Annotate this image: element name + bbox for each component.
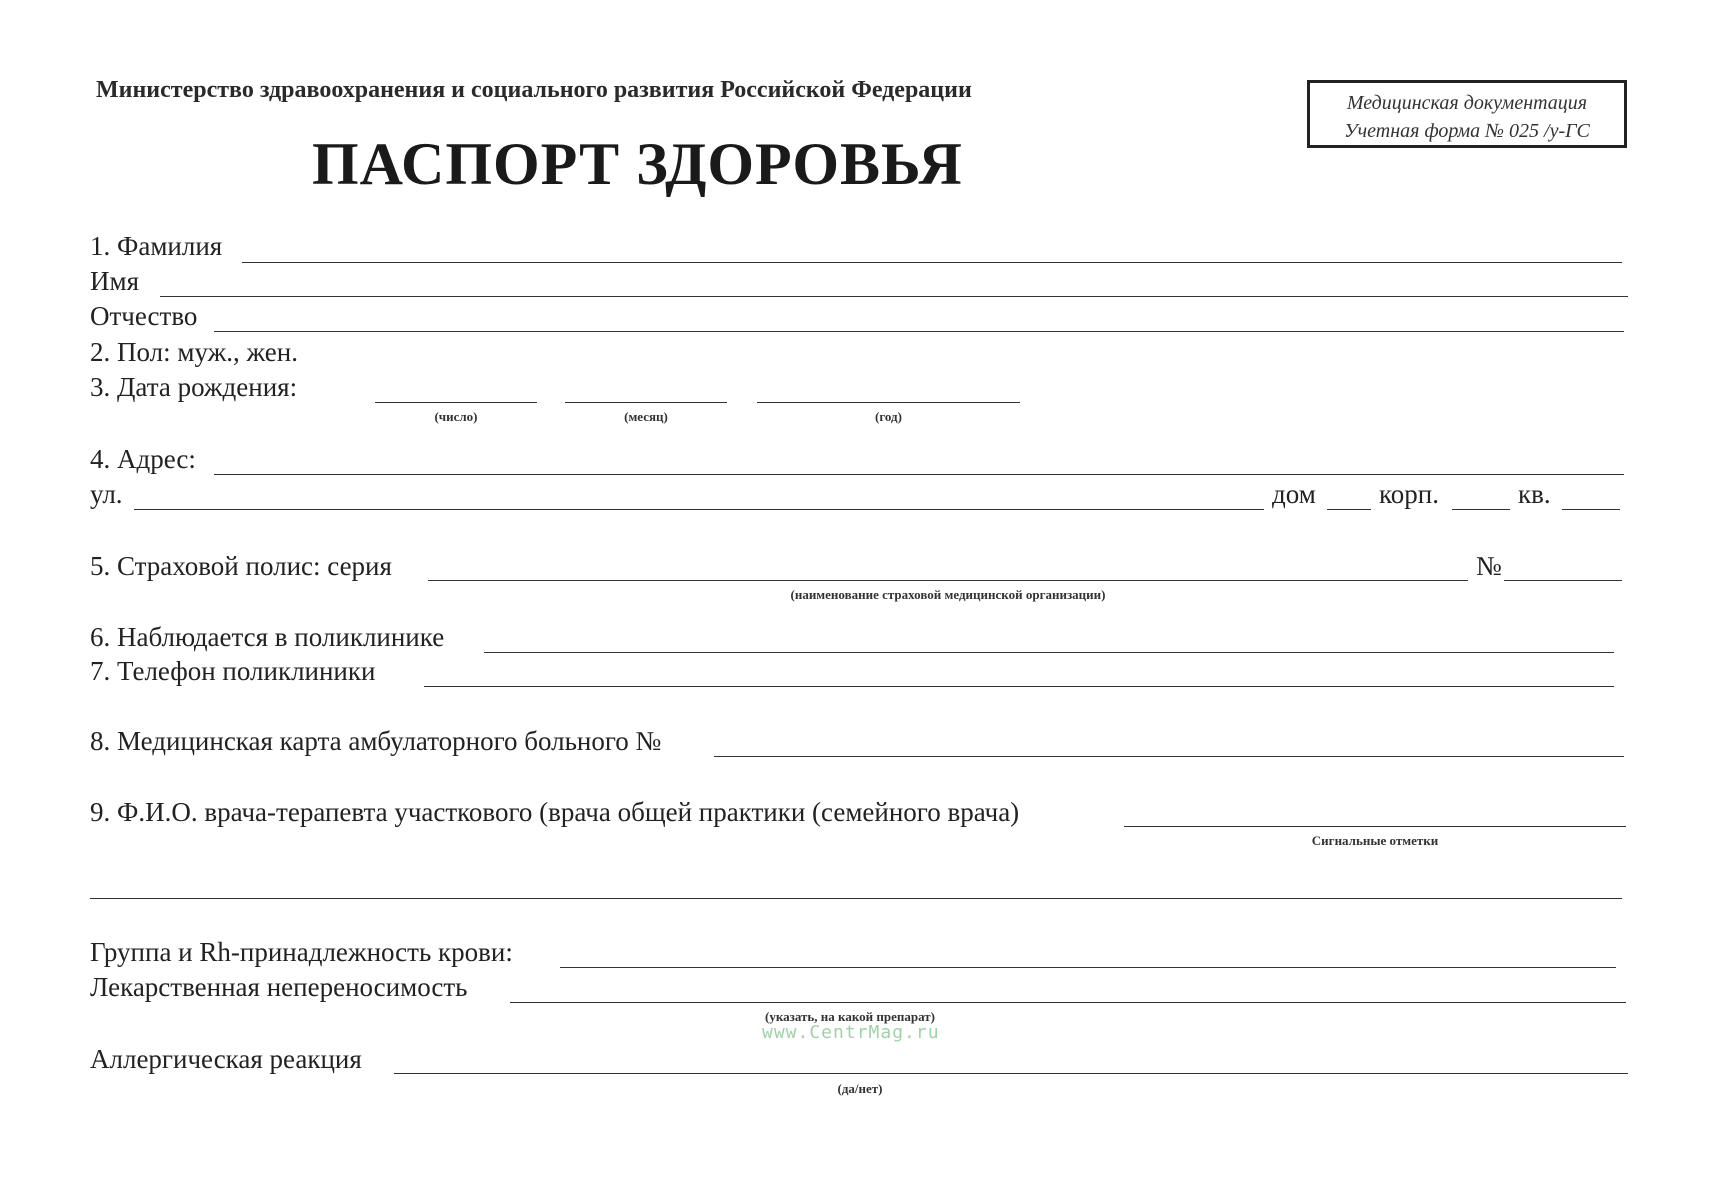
surname-line[interactable] bbox=[242, 262, 1622, 263]
blood-group-label: Группа и Rh-принадлежность крови: bbox=[90, 937, 513, 967]
form-code-box bbox=[1307, 80, 1627, 148]
street-label: ул. bbox=[90, 479, 123, 509]
blood-group-line[interactable] bbox=[560, 967, 1616, 968]
birth-month-line[interactable] bbox=[565, 402, 727, 403]
name-label: Имя bbox=[90, 266, 140, 296]
house-line[interactable] bbox=[1327, 509, 1371, 510]
allergy-line[interactable] bbox=[394, 1073, 1628, 1074]
birth-day-caption: (число) bbox=[434, 409, 478, 424]
doctor-label: 9. Ф.И.О. врача-терапевта участкового (врача общей практики (семейного врача) bbox=[90, 797, 1020, 827]
allergy-label: Аллергическая реакция bbox=[90, 1044, 362, 1074]
building-label: корп. bbox=[1379, 479, 1439, 509]
policy-number-line[interactable] bbox=[1504, 580, 1622, 581]
policy-label: 5. Страховой полис: серия bbox=[90, 551, 392, 581]
med-card-line[interactable] bbox=[714, 756, 1624, 757]
policy-number-label: № bbox=[1476, 551, 1502, 581]
birth-year-line[interactable] bbox=[757, 402, 1020, 403]
drug-intolerance-label: Лекарственная непереносимость bbox=[90, 972, 468, 1002]
ministry-heading: Министерство здравоохранения и социального развития Российской Федерации bbox=[96, 77, 972, 103]
clinic-label: 6. Наблюдается в поликлинике bbox=[90, 622, 445, 652]
drug-intolerance-line[interactable] bbox=[510, 1002, 1626, 1003]
address-label: 4. Адрес: bbox=[90, 444, 196, 474]
document-title: ПАСПОРТ ЗДОРОВЬЯ bbox=[312, 131, 963, 197]
birth-year-caption: (год) bbox=[875, 409, 902, 424]
signal-marks-line[interactable] bbox=[90, 898, 1622, 899]
form-code-line-2: Учетная форма № 025 /у-ГС bbox=[1344, 120, 1590, 142]
clinic-phone-label: 7. Телефон поликлиники bbox=[90, 656, 376, 686]
birthdate-label: 3. Дата рождения: bbox=[90, 372, 298, 402]
policy-caption: (наименование страховой медицинской организации) bbox=[790, 587, 1106, 602]
house-label: дом bbox=[1272, 479, 1316, 509]
building-line[interactable] bbox=[1452, 509, 1510, 510]
apartment-line[interactable] bbox=[1562, 509, 1620, 510]
apartment-label: кв. bbox=[1518, 479, 1551, 509]
watermark-text: www.CentrMag.ru bbox=[762, 1022, 940, 1043]
drug-intolerance-caption: (указать, на какой препарат) bbox=[765, 1009, 935, 1024]
birth-month-caption: (месяц) bbox=[624, 409, 668, 424]
allergy-caption: (да/нет) bbox=[837, 1081, 883, 1096]
birth-day-line[interactable] bbox=[375, 402, 537, 403]
name-line[interactable] bbox=[160, 296, 1628, 297]
street-line[interactable] bbox=[134, 509, 1264, 510]
sex-label: 2. Пол: муж., жен. bbox=[90, 337, 298, 367]
med-card-label: 8. Медицинская карта амбулаторного больного № bbox=[90, 726, 662, 756]
patronymic-line[interactable] bbox=[214, 331, 1624, 332]
form-code-line-1: Медицинская документация bbox=[1346, 92, 1588, 114]
address-line[interactable] bbox=[214, 474, 1624, 475]
signal-marks-caption: Сигнальные отметки bbox=[1311, 833, 1439, 848]
policy-series-line[interactable] bbox=[428, 580, 1468, 581]
clinic-phone-line[interactable] bbox=[424, 686, 1614, 687]
doctor-line[interactable] bbox=[1124, 826, 1626, 827]
surname-label: 1. Фамилия bbox=[90, 231, 223, 261]
clinic-line[interactable] bbox=[484, 652, 1614, 653]
patronymic-label: Отчество bbox=[90, 301, 198, 331]
